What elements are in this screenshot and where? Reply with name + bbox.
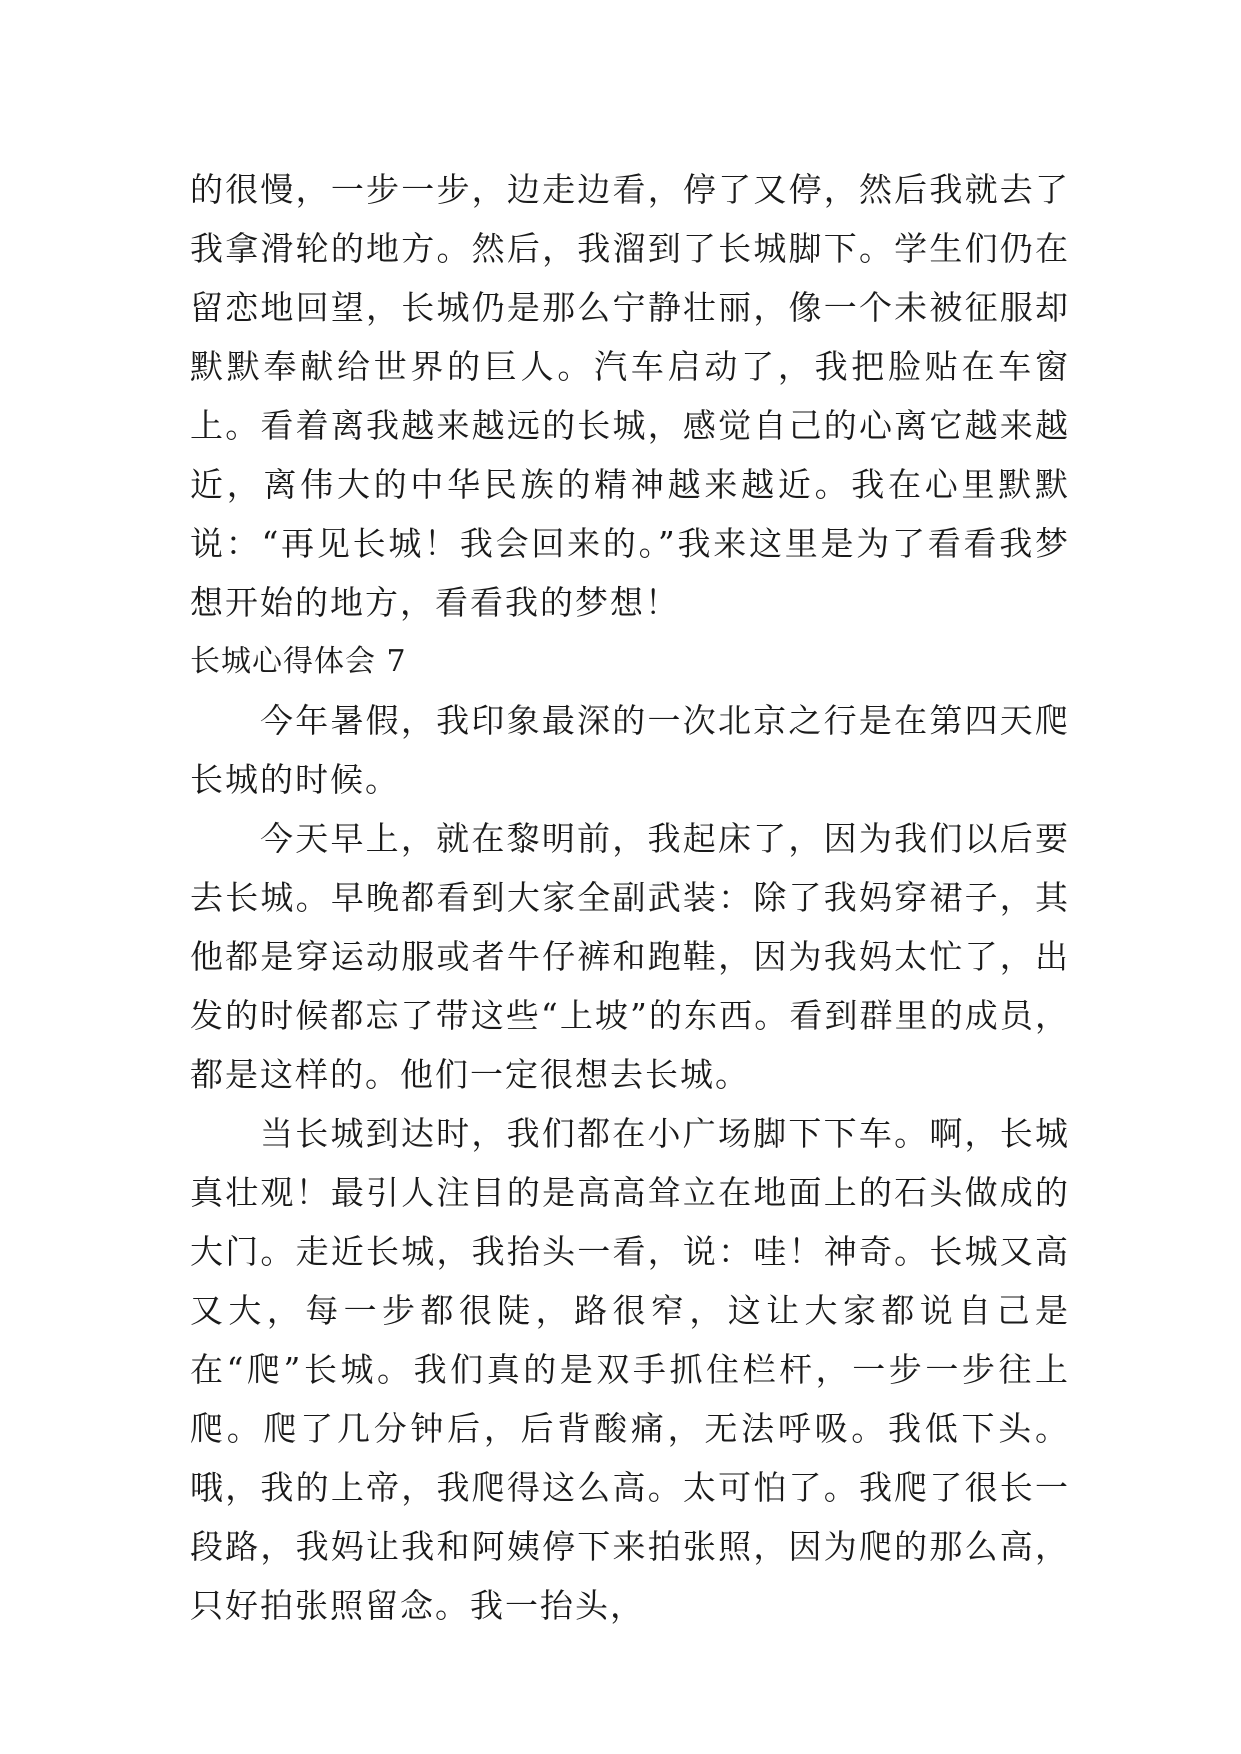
body-paragraph-2: 今天早上，就在黎明前，我起床了，因为我们以后要去长城。早晚都看到大家全副武装：除了我妈穿裙子，其他都是穿运动服或者牛仔裤和跑鞋，因为我妈太忙了，出发的时候都忘了带这些“上坡”的东西。看到群里的成员，都是这样的。他们一定很想去长城。 [190,819,1070,1094]
continuation-paragraph: 的很慢，一步一步，边走边看，停了又停，然后我就去了我拿滑轮的地方。然后，我溜到了长城脚下。学生们仍在留恋地回望，长城仍是那么宁静壮丽，像一个未被征服却默默奉献给世界的巨人。汽车启动了，我把脸贴在车窗上。看着离我越来越远的长城，感觉自己的心离它越来越近，离伟大的中华民族的精神越来越近。我在心里默默说：“再见长城！我会回来的。”我来这里是为了看看我梦想开始的地方，看看我的梦想！ [190,170,1070,622]
section-title: 长城心得体会 7 [190,644,407,679]
document-body [190,160,1070,1635]
body-paragraph-3: 当长城到达时，我们都在小广场脚下下车。啊，长城真壮观！最引人注目的是高高耸立在地面上的石头做成的大门。走近长城，我抬头一看，说：哇！神奇。长城又高又大，每一步都很陡，路很窄，这让大家都说自己是在“爬”长城。我们真的是双手抓住栏杆，一步一步往上爬。爬了几分钟后，后背酸痛，无法呼吸。我低下头。哦，我的上帝，我爬得这么高。太可怕了。我爬了很长一段路，我妈让我和阿姨停下来拍张照，因为爬的那么高，只好拍张照留念。我一抬头， [190,1114,1070,1625]
body-paragraph-1: 今年暑假，我印象最深的一次北京之行是在第四天爬长城的时候。 [190,701,1070,799]
